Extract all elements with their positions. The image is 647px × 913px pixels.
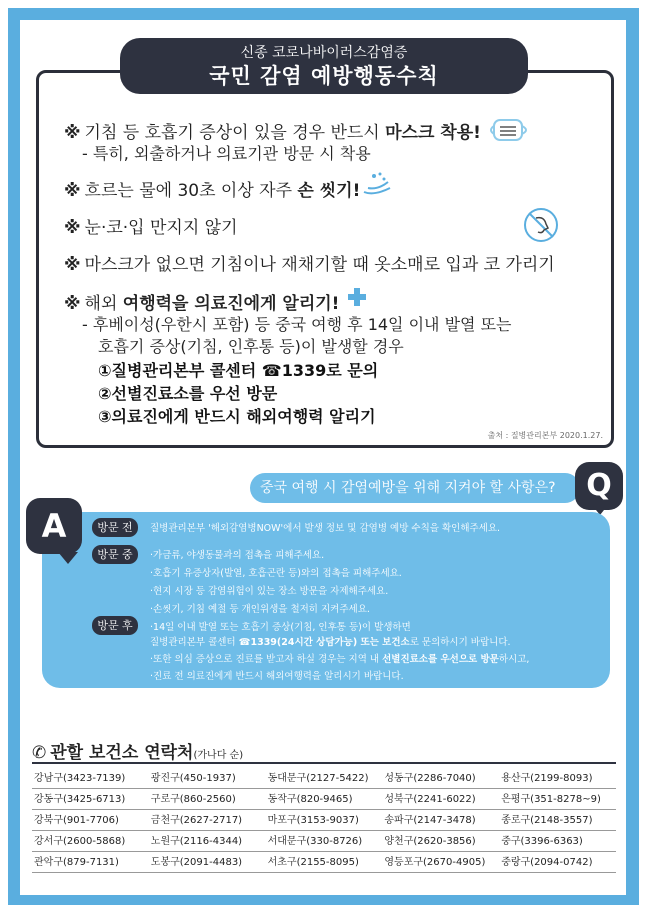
contact-item: 노원구(2116-4344): [149, 831, 266, 852]
question-pill: 중국 여행 시 감염예방을 위해 지켜야 할 사항은?: [250, 473, 580, 503]
contact-item: 양천구(2620-3856): [382, 831, 499, 852]
during-line-4: ·손씻기, 기침 예절 등 개인위생을 철저히 지켜주세요.: [150, 604, 370, 615]
contact-item: 서대문구(330-8726): [266, 831, 383, 852]
rule-travel-sub-2: 호흡기 증상(기침, 인후통 등)이 발생할 경우: [98, 337, 404, 356]
contact-item: 마포구(3153-9037): [266, 810, 383, 831]
rule-mask-sub: - 특히, 외출하거나 의료기관 방문 시 착용: [82, 144, 371, 163]
step-call-center: ①질병관리본부 콜센터 ☎1339로 문의: [98, 361, 379, 380]
rule-cough-etiquette: ※ 마스크가 없으면 기침이나 재채기할 때 옷소매로 입과 코 가리기: [64, 255, 555, 275]
phone-icon: ✆: [32, 743, 47, 763]
tag-after-visit: 방문 후: [92, 616, 138, 635]
step-tell-doctor: ③의료진에게 반드시 해외여행력 알리기: [98, 407, 376, 426]
after-line-2: 질병관리본부 콜센터 ☎1339(24시간 상담가능) 또는 보건소로 문의하시기 바랍니다.: [150, 637, 511, 648]
contacts-grid: [32, 768, 616, 873]
step-screening-clinic: ②선별진료소를 우선 방문: [98, 384, 278, 403]
contact-item: 강북구(901-7706): [32, 810, 149, 831]
contact-item: 동대문구(2127-5422): [266, 768, 383, 789]
during-line-2: ·호흡기 유증상자(발열, 호흡곤란 등)와의 접촉을 피해주세요.: [150, 568, 402, 579]
contact-item: 중구(3396-6363): [499, 831, 616, 852]
contacts-title: ✆ 관할 보건소 연락처(가나다 순): [32, 743, 244, 763]
contact-item: 영등포구(2670-4905): [382, 852, 499, 873]
contact-item: 동작구(820-9465): [266, 789, 383, 810]
contact-item: 송파구(2147-3478): [382, 810, 499, 831]
mask-icon: [486, 116, 532, 144]
q-badge: Q: [575, 462, 623, 510]
before-line: 질병관리본부 '해외감염병NOW'에서 발생 정보 및 감염병 예방 수칙을 확인해주세요.: [150, 523, 501, 534]
medical-cross-icon: [346, 286, 368, 308]
rule-no-touch: ※ 눈·코·입 만지지 않기: [64, 218, 238, 238]
after-line-4: ·진료 전 의료진에게 반드시 해외여행력을 알리시기 바랍니다.: [150, 671, 404, 682]
tag-before-visit: 방문 전: [92, 518, 138, 537]
source-note: 출처 : 질병관리본부 2020.1.27.: [487, 431, 603, 440]
during-line-3: ·현지 시장 등 감염위험이 있는 장소 방문을 자제해주세요.: [150, 586, 389, 597]
rule-travel-history: ※ 해외 여행력을 의료진에게 알리기!: [64, 294, 340, 314]
contact-item: 금천구(2627-2717): [149, 810, 266, 831]
tag-during-visit: 방문 중: [92, 545, 138, 564]
rule-travel-sub-1: - 후베이성(우한시 포함) 등 중국 여행 후 14일 이내 발열 또는: [82, 315, 512, 334]
contact-item: 도봉구(2091-4483): [149, 852, 266, 873]
after-line-3: ·또한 의심 증상으로 진료를 받고자 하실 경우는 지역 내 선별진료소를 우선으로 방문하시고,: [150, 654, 530, 665]
contact-item: 성동구(2286-7040): [382, 768, 499, 789]
contact-item: 용산구(2199-8093): [499, 768, 616, 789]
contact-item: 중랑구(2094-0742): [499, 852, 616, 873]
handwash-icon: [360, 170, 396, 198]
contact-item: 광진구(450-1937): [149, 768, 266, 789]
header-subtitle: 신종 코로나바이러스감염증: [240, 45, 408, 61]
contact-item: 강동구(3425-6713): [32, 789, 149, 810]
header-title: 국민 감염 예방행동수칙: [209, 64, 439, 88]
a-badge-tail: [58, 552, 78, 564]
a-badge: A: [26, 498, 82, 554]
contact-item: 은평구(351-8278~9): [499, 789, 616, 810]
rule-handwash: ※ 흐르는 물에 30초 이상 자주 손 씻기!: [64, 181, 361, 201]
during-line-1: ·가금류, 야생동물과의 접촉을 피해주세요.: [150, 550, 325, 561]
rule-mask: ※ 기침 등 호흡기 증상이 있을 경우 반드시 마스크 착용!: [64, 123, 481, 143]
contact-item: 관악구(879-7131): [32, 852, 149, 873]
contact-item: 구로구(860-2560): [149, 789, 266, 810]
contacts-divider: [32, 762, 616, 764]
contact-item: 성북구(2241-6022): [382, 789, 499, 810]
no-touch-face-icon: [522, 206, 560, 244]
contact-item: 종로구(2148-3557): [499, 810, 616, 831]
contact-item: 강남구(3423-7139): [32, 768, 149, 789]
contact-item: 강서구(2600-5868): [32, 831, 149, 852]
after-line-1: ·14일 이내 발열 또는 호흡기 증상(기침, 인후통 등)이 발생하면: [150, 622, 411, 633]
title-banner: [120, 38, 528, 94]
contact-item: 서초구(2155-8095): [266, 852, 383, 873]
